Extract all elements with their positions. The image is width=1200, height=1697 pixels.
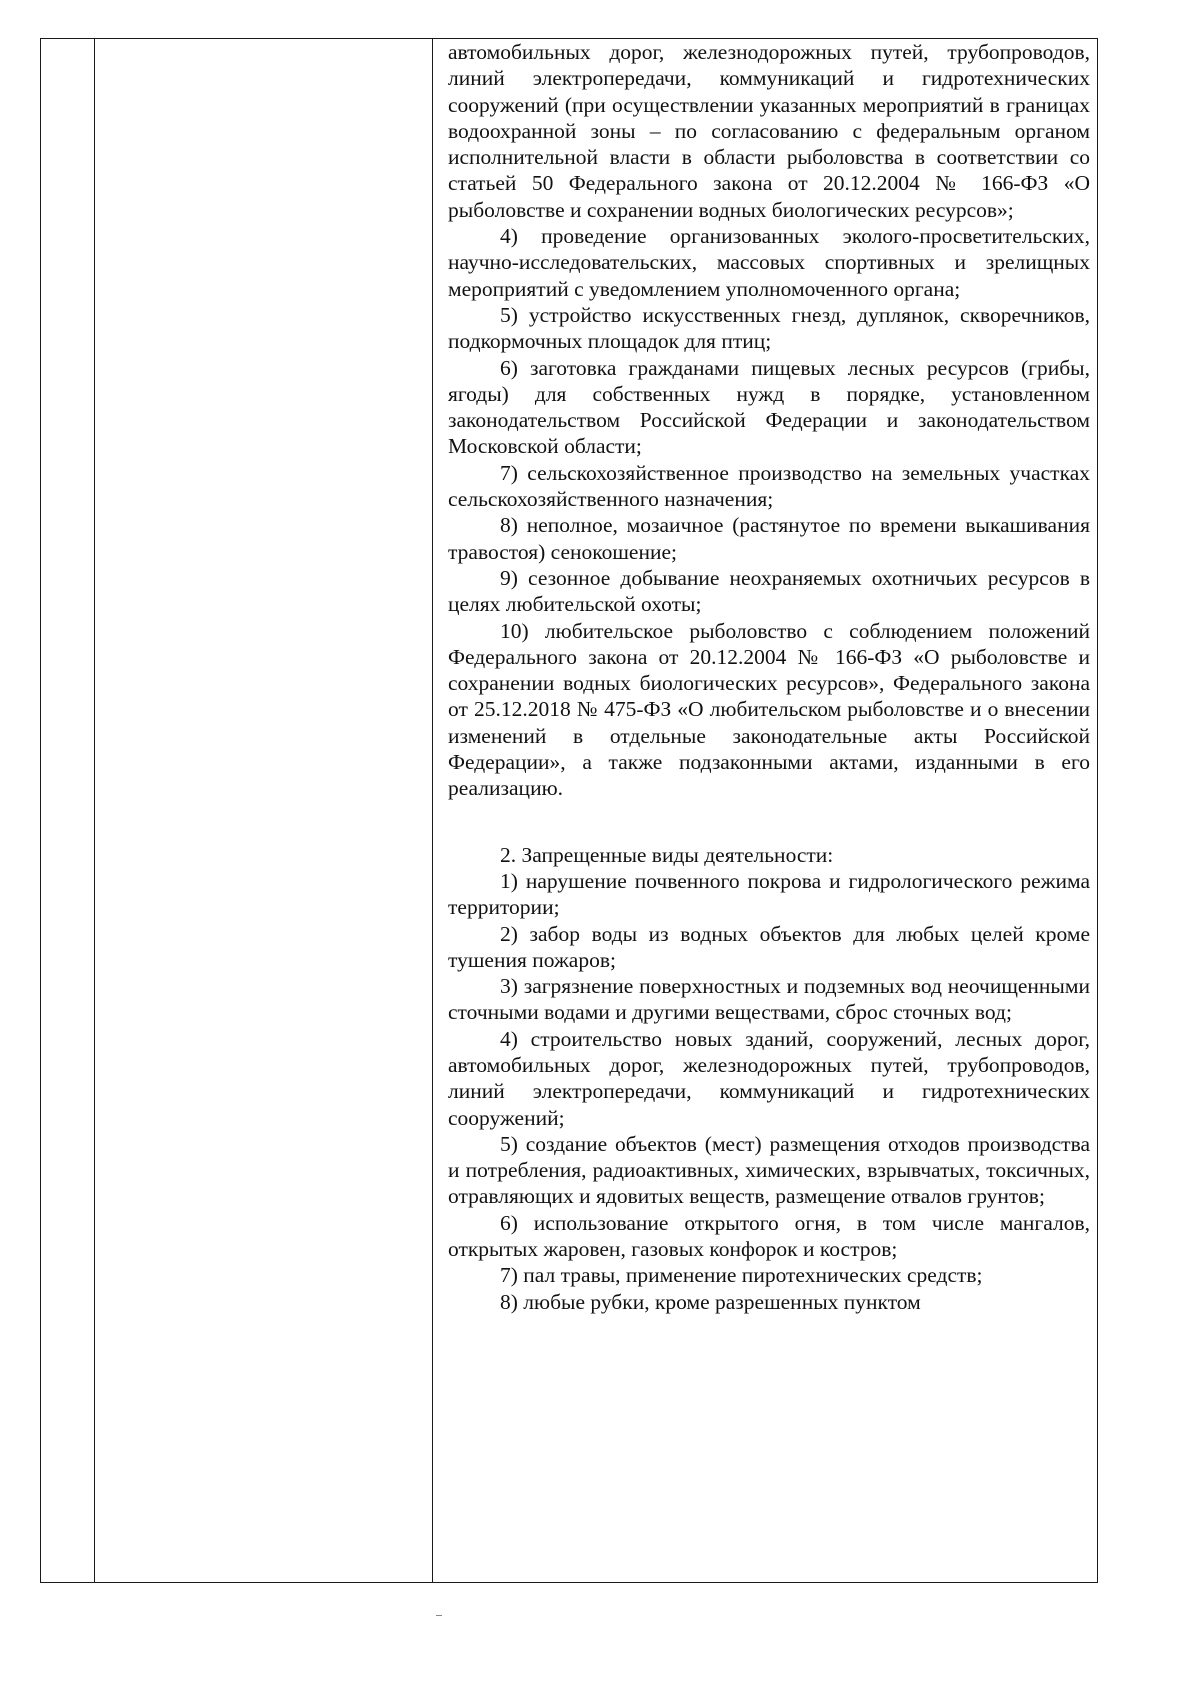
permitted-item-8: 8) неполное, мозаичное (растянутое по времени выкашивания травостоя) сенокошение; [448,513,1090,564]
permitted-item-9: 9) сезонное добывание неохраняемых охотничьих ресурсов в целях любительской охоты; [448,565,1090,617]
section-spacer [448,802,1090,842]
prohibited-item-3: 3) загрязнение поверхностных и подземных вод неочищенными сточными водами и другими веществами, сброс сточных вод; [448,974,1090,1025]
permitted-item-4: 4) проведение организованных эколого-просветительских, научно-исследовательских, массовых спортивных и зрелищных мероприятий с уведомлением уполномоченного органа; [448,224,1090,301]
column-divider-1 [94,39,95,1582]
prohibited-item-7: 7) пал травы, применение пиротехнических средств; [500,1263,983,1288]
prohibited-item-1: 1) нарушение почвенного покрова и гидрологического режима территории; [448,868,1090,920]
prohibited-item-8: 8) любые рубки, кроме разрешенных пунктом [500,1289,921,1314]
document-table [40,38,1098,1583]
regulation-text-cell [448,39,1090,1315]
scan-mark [436,1615,442,1616]
permitted-item-5: 5) устройство искусственных гнезд, дуплянок, скворечников, подкормочных площадок для птиц; [448,302,1090,354]
prohibited-item-4: 4) строительство новых зданий, сооружений, лесных дорог, автомобильных дорог, железнодорожных путей, трубопроводов, линий электропередачи, коммуникаций и гидротехнических сооружений; [448,1026,1090,1130]
permitted-item-7: 7) сельскохозяйственное производство на земельных участках сельскохозяйственного назначения; [448,460,1090,512]
permitted-item-10: 10) любительское рыболовство с соблюдением положений Федерального закона от 20.12.2004 № 166-ФЗ «О рыболовстве и сохранении водных биологических ресурсов», Федерального закона от 25.12.2018 № 475-ФЗ «О любительском рыболовстве и о внесении изменений в отдельные законодательные акты Российской Федерации», а также подзаконными актами, изданными в его реализацию. [448,618,1090,801]
column-divider-2 [432,39,433,1582]
prohibited-item-5: 5) создание объектов (мест) размещения отходов производства и потребления, радиоактивных, химических, взрывчатых, токсичных, отравляющих и ядовитых веществ, размещение отвалов грунтов; [448,1131,1090,1209]
prohibited-item-2: 2) забор воды из водных объектов для любых целей кроме тушения пожаров; [448,921,1090,972]
permitted-item-3-continuation: автомобильных дорог, железнодорожных путей, трубопроводов, линий электропередачи, коммуникаций и гидротехнических сооружений (при осуществлении указанных мероприятий в границах водоохранной зоны – по согласованию с федеральным органом исполнительной власти в области рыболовства в соответствии со статьей 50 Федерального закона от 20.12.2004 № 166-ФЗ «О рыболовстве и сохранении водных биологических ресурсов»; [448,40,1090,222]
prohibited-heading: 2. Запрещенные виды деятельности: [500,842,834,867]
prohibited-item-6: 6) использование открытого огня, в том числе мангалов, открытых жаровен, газовых конфорок и костров; [448,1210,1090,1262]
permitted-item-6: 6) заготовка гражданами пищевых лесных ресурсов (грибы, ягоды) для собственных нужд в порядке, установленном законодательством Российской Федерации и законодательством Московской области; [448,355,1090,459]
